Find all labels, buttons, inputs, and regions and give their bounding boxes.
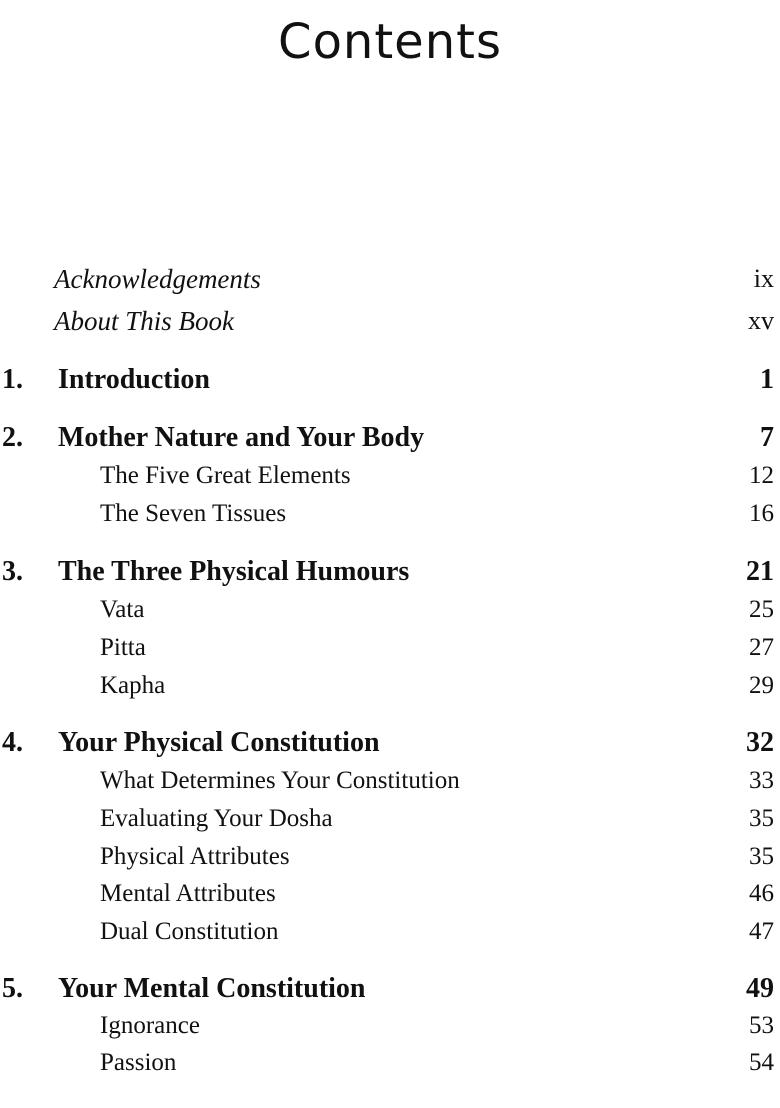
chapter-number: 3. xyxy=(2,556,23,587)
toc-entry-about-this-book[interactable] xyxy=(0,306,780,342)
section-page: 53 xyxy=(749,1012,774,1039)
section-page: 33 xyxy=(749,767,774,794)
toc-entry-page: ix xyxy=(753,264,774,293)
chapter-number: 1. xyxy=(2,364,23,395)
toc-chapter-3[interactable] xyxy=(0,556,780,592)
toc-entry-label: About This Book xyxy=(54,306,234,336)
toc-chapter-4[interactable] xyxy=(0,727,780,763)
chapter-title: Your Physical Constitution xyxy=(58,727,380,758)
toc-chapter-1[interactable] xyxy=(0,364,780,400)
toc-chapter-5[interactable] xyxy=(0,973,780,1009)
section-title: Pitta xyxy=(100,634,146,661)
section-title: The Seven Tissues xyxy=(100,500,287,527)
section-title: What Determines Your Constitution xyxy=(100,767,460,794)
toc-section[interactable] xyxy=(0,805,780,841)
chapter-number: 2. xyxy=(2,422,23,453)
section-title: Mental Attributes xyxy=(100,880,276,907)
chapter-page: 32 xyxy=(746,727,774,758)
chapter-page: 1 xyxy=(760,364,774,395)
toc-chapter-2[interactable] xyxy=(0,422,780,458)
section-page: 47 xyxy=(749,918,774,945)
toc-section[interactable] xyxy=(0,918,780,954)
section-page: 12 xyxy=(749,462,774,489)
section-title: The Five Great Elements xyxy=(100,462,351,489)
section-page: 35 xyxy=(749,843,774,870)
toc-section[interactable] xyxy=(0,1049,780,1085)
toc-section[interactable] xyxy=(0,1012,780,1048)
section-title: Passion xyxy=(100,1049,177,1076)
chapter-page: 49 xyxy=(746,973,774,1004)
toc-section[interactable] xyxy=(0,767,780,803)
section-page: 25 xyxy=(749,596,774,623)
section-page: 54 xyxy=(749,1049,774,1076)
section-title: Vata xyxy=(100,596,145,623)
toc-section[interactable] xyxy=(0,500,780,536)
section-title: Physical Attributes xyxy=(100,843,290,870)
section-title: Evaluating Your Dosha xyxy=(100,805,333,832)
chapter-title: Introduction xyxy=(58,364,210,395)
toc-entry-acknowledgements[interactable] xyxy=(0,264,780,300)
chapter-title: Your Mental Constitution xyxy=(58,973,366,1004)
chapter-number: 4. xyxy=(2,727,23,758)
toc-section[interactable] xyxy=(0,672,780,708)
chapter-title: Mother Nature and Your Body xyxy=(58,422,425,453)
chapter-page: 21 xyxy=(746,556,774,587)
toc-section[interactable] xyxy=(0,634,780,670)
page-title: Contents xyxy=(278,14,502,70)
section-page: 27 xyxy=(749,634,774,661)
toc-section[interactable] xyxy=(0,843,780,879)
toc-entry-label: Acknowledgements xyxy=(54,264,261,294)
toc-section[interactable] xyxy=(0,462,780,498)
toc-section[interactable] xyxy=(0,596,780,632)
section-title: Dual Constitution xyxy=(100,918,279,945)
section-title: Kapha xyxy=(100,672,166,699)
toc-entry-page: xv xyxy=(748,306,774,335)
chapter-number: 5. xyxy=(2,973,23,1004)
section-page: 29 xyxy=(749,672,774,699)
section-page: 35 xyxy=(749,805,774,832)
chapter-title: The Three Physical Humours xyxy=(58,556,410,587)
section-page: 16 xyxy=(749,500,774,527)
section-page: 46 xyxy=(749,880,774,907)
chapter-page: 7 xyxy=(760,422,774,453)
section-title: Ignorance xyxy=(100,1012,200,1039)
toc-section[interactable] xyxy=(0,880,780,916)
